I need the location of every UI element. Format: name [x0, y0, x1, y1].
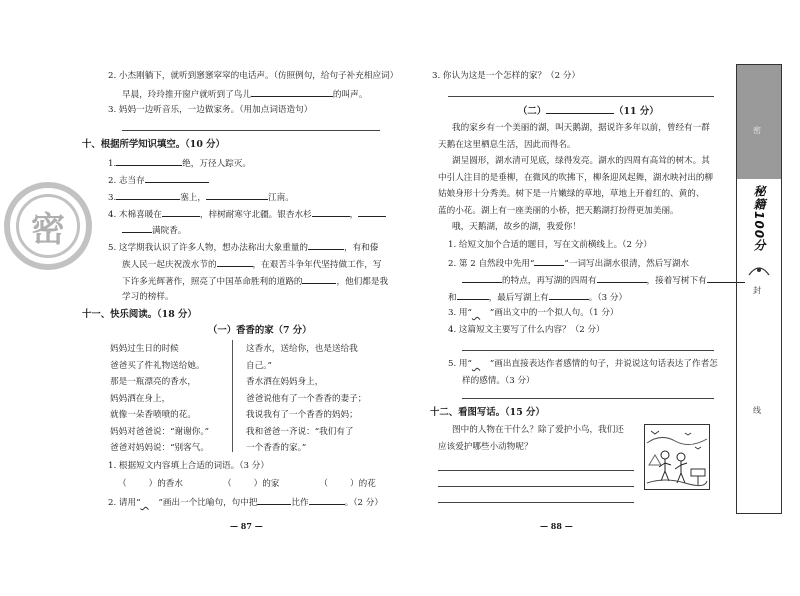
answer-line — [438, 486, 634, 487]
passage-q4: 4. 这篇短文主要写了什么内容？（2 分） — [448, 325, 605, 335]
poem-right-line: 我说我有了一个香香的妈妈； — [246, 410, 358, 420]
fill-5-line3: 下许多光辉著作，照亮了中国革命胜利的道路的 ，他们都是我 — [122, 274, 388, 288]
section-10-title: 十、根据所学知识填空。（10 分） — [82, 139, 225, 150]
poem-left-line: 妈妈对爸爸说：“谢谢你。” — [110, 426, 210, 437]
binding-sidebar — [736, 64, 782, 514]
passage-line: 我的家乡有一个美丽的湖，叫天鹅湖，据说许多年以前，曾经有一群 — [452, 123, 710, 133]
poem-right-line: 爸爸说他有了一个香香的妻子； — [246, 393, 367, 404]
answer-line — [462, 350, 714, 351]
passage-line: 哦，天鹅湖，故乡的湖，我爱你！ — [452, 222, 581, 232]
answer-line — [122, 130, 380, 131]
passage-q2: 2. 第 2 自然段中先用“ ”一词写出湖水很清，然后写湖水 — [448, 256, 689, 270]
fill-5-line4: 学习的榜样。 — [122, 292, 174, 302]
fill-4-line2: 满院香。 — [122, 223, 186, 237]
fill-5-line2: 族人民一起庆祝泼水节的 ，在艰苦斗争年代坚持做工作，写 — [122, 257, 381, 271]
poem-right-line: 这香水，送给你，也是送给我 — [246, 344, 358, 354]
section-11-title: 十一、快乐阅读。（18 分） — [82, 309, 197, 320]
reading-q1-blanks: （ ）的香水 （ ）的家 （ ）的花 — [118, 479, 376, 489]
reading-q2: 2. 请用“ ”画出一个比喻句，句中把 比作 。（2 分） — [108, 495, 383, 509]
seal-line-char-1: 密 — [753, 126, 761, 135]
poem-left-line: 妈妈过生日的时候 — [110, 344, 179, 354]
fill-4: 4. 木棉喜暖在 ，梓树耐寒守北疆。银杏水杉 ， — [108, 207, 386, 221]
seal-stamp-char: 密 — [16, 194, 80, 258]
page-number-right: — 88 — — [540, 521, 573, 531]
illustration-children-birds — [644, 424, 710, 490]
passage-q3: 3. 用“ ”画出文中的一个拟人句。（1 分） — [448, 308, 619, 318]
passage-q2-line2: 的特点，再写湖的四周有 ，接着写树下有 — [462, 273, 745, 287]
brand-title: 秘籍100分 — [752, 185, 766, 253]
poem-left-line: 妈妈洒在身上， — [110, 393, 171, 404]
fill-3: 3. 塞上， 江南。 — [108, 190, 294, 204]
seal-stamp — [4, 182, 92, 270]
fill-5: 5. 这学期我认识了许多人物，想办法称出大象重量的 ，有和傣 — [108, 240, 378, 254]
poem-right-line: 我和爸爸一齐说：“我们有了 — [246, 426, 354, 437]
reading-q1: 1. 根据短文内容填上合适的词语。（3 分） — [108, 461, 269, 471]
poem-left-line: 爸爸买了件礼物送给她。 — [110, 360, 205, 371]
picture-writing-prompt-1: 图中的人物在干什么？除了爱护小鸟，我们还 — [452, 425, 624, 435]
seal-line-char-2: 封 — [753, 286, 761, 295]
poem-right-line: 自己。” — [246, 360, 272, 371]
answer-line — [438, 470, 634, 471]
question-2: 2. 小杰刚躺下，就听到窸窸窣窣的电话声。（仿照例句，给句子补充相应词） — [108, 71, 399, 81]
section-12-title: 十二、看图写话。（15 分） — [430, 407, 545, 418]
poem-left-line: 就像一朵香喷喷的花。 — [110, 410, 196, 420]
answer-line — [462, 398, 714, 399]
illustration-drawing — [645, 425, 709, 489]
fill-2: 2. 志当存 — [108, 173, 209, 187]
passage-q2-line3: 和 ，最后写湖上有 。（3 分） — [448, 290, 627, 304]
question-3: 3. 妈妈一边听音乐，一边做家务。（用加点词语造句） — [108, 105, 313, 115]
passage-line: 蓝的小花。湖上有一座美丽的小桥，把天鹅湖打扮得更加美丽。 — [438, 205, 679, 216]
poem-title: （一）香香的家（7 分） — [208, 325, 312, 336]
passage-2-title: （二） （11 分） — [518, 106, 659, 117]
question-2-line2: 早晨，玲玲推开窗户就听到了鸟儿 的叫声。 — [122, 87, 367, 101]
passage-line: 天鹅在这里栖息生活，因此而得名。 — [438, 139, 576, 150]
picture-writing-prompt-2: 应该爱护哪些小动物呢？ — [438, 442, 533, 452]
sidebar-gray-band — [737, 65, 781, 179]
passage-q1: 1. 给短文加个合适的题目，写在文前横线上。（2 分） — [448, 240, 652, 250]
answer-line — [448, 96, 714, 97]
poem-left-line: 那是一瓶漂亮的香水， — [110, 377, 196, 387]
poem-right-line: 一个香香的家。” — [246, 443, 307, 453]
answer-line — [438, 502, 634, 503]
page-number-left: — 87 — — [230, 521, 263, 531]
seal-line-char-3: 线 — [753, 406, 761, 415]
passage-q5: 5. 用“ ”画出直接表达作者感情的句子，并说说这句话表达了作者怎 — [448, 359, 718, 369]
passage-line: 中引人注目的是垂柳，在微风的吹拂下，柳条迎风起舞，湖水映衬出的柳 — [438, 172, 714, 183]
poem-left-line: 爸爸对妈妈说：“别客气。 — [110, 443, 209, 453]
question-3-right: 3. 你认为这是一个怎样的家？（2 分） — [432, 71, 581, 81]
fill-1: 1. 绝，万径人踪灭。 — [108, 156, 251, 170]
passage-line: 湖呈圆形，湖水清可见底，绿得发亮。湖水的四周有高耸的树木。其 — [452, 156, 710, 166]
poem-divider — [232, 340, 233, 452]
passage-line: 姑娘身形十分秀美。树下是一片嫩绿的草地，草地上开着红的、黄的、 — [438, 189, 705, 199]
poem-right-line: 香水洒在妈妈身上， — [246, 377, 324, 387]
brand-logo-icon — [747, 261, 771, 277]
passage-q5-line2: 样的感情。（3 分） — [462, 376, 535, 386]
